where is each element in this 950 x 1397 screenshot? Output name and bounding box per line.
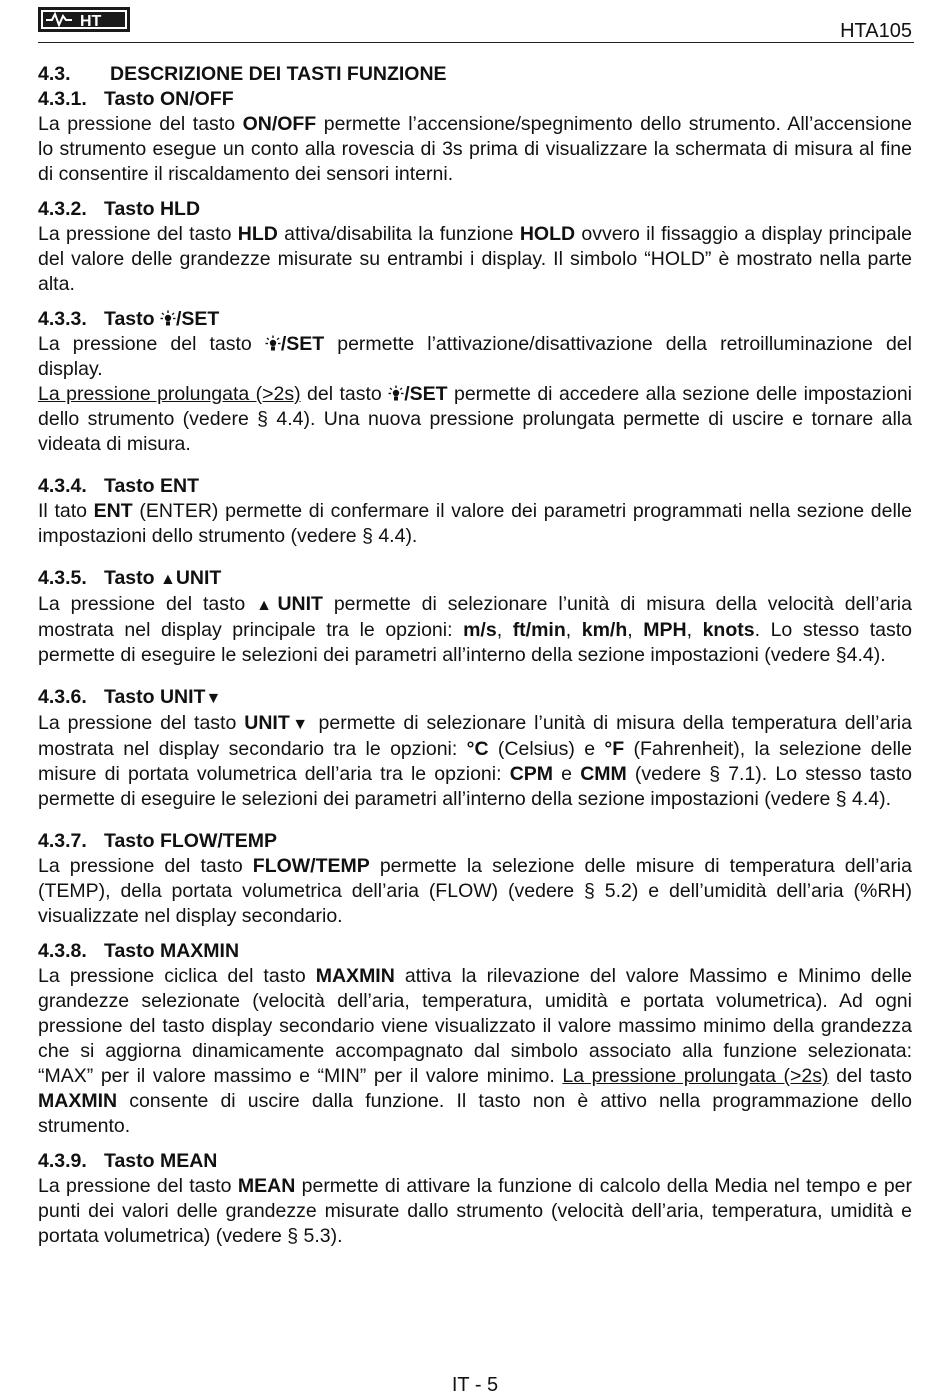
backlight-icon bbox=[265, 335, 281, 352]
subsection-heading: 4.3.1. Tasto ON/OFF bbox=[38, 88, 234, 110]
page-number: IT - 5 bbox=[451, 1374, 499, 1396]
paragraph: La pressione del tasto ON/OFF permette l’accensione/spegnimento dello strumento. All’accensione lo strumento esegue un conto alla rovescia di 3s prima di visualizzare la schermata di misura al fine di consentire il riscaldamento dei sensori interni. bbox=[38, 113, 912, 185]
section-4-3-6 bbox=[38, 685, 912, 812]
section-4-3 bbox=[38, 62, 912, 87]
down-triangle-icon: ▼ bbox=[205, 690, 222, 707]
subsection-heading: 4.3.5. Tasto ▲UNIT bbox=[38, 567, 222, 589]
paragraph: La pressione del tasto UNIT▼ permette di selezionare l’unità di misura della temperatura dell’aria mostrata nel display secondario tra le opzioni: °C (Celsius) e °F (Fahrenheit), la selezione delle misure di portata volumetrica dell’aria tra le opzioni: CPM e CMM (vedere § 7.1). Lo stesso tasto permette di eseguire le selezioni dei parametri all’interno della sezione impostazioni (vedere § 4.4). bbox=[38, 712, 912, 810]
logo-text: HT bbox=[80, 13, 102, 30]
paragraph: La pressione del tasto HLD attiva/disabilita la funzione HOLD ovvero il fissaggio a display principale del valore delle grandezze misurate su entrambi i display. Il simbolo “HOLD” è mostrato nella parte alta. bbox=[38, 223, 913, 295]
up-triangle-icon: ▲ bbox=[159, 571, 176, 588]
subsection-heading: 4.3.9. Tasto MEAN bbox=[38, 1150, 218, 1172]
subsection-heading: 4.3.7. Tasto FLOW/TEMP bbox=[38, 830, 277, 852]
backlight-icon bbox=[160, 310, 176, 327]
ht-logo bbox=[38, 6, 130, 34]
section-4-3-3 bbox=[38, 307, 912, 457]
section-4-3-4 bbox=[38, 474, 912, 549]
page-header bbox=[38, 6, 914, 43]
paragraph: La pressione prolungata (>2s) del tasto /SET permette di accedere alla sezione delle impostazioni dello strumento (vedere § 4.4). Una nuova pressione prolungata permette di uscire e tornare alla videata di misura. bbox=[38, 383, 912, 455]
section-4-3-8 bbox=[38, 939, 912, 1139]
section-4-3-2 bbox=[38, 197, 912, 297]
section-4-3-1 bbox=[38, 87, 912, 187]
subsection-heading: 4.3.3. Tasto /SET bbox=[38, 308, 220, 330]
paragraph: La pressione del tasto MEAN permette di attivare la funzione di calcolo della Media nel tempo e per punti dei valori delle grandezze misurate dallo strumento (velocità dell’aria, temperatura, umidità e portata volumetrica) (vedere § 5.3). bbox=[38, 1175, 913, 1247]
subsection-heading: 4.3.8. Tasto MAXMIN bbox=[38, 940, 240, 962]
down-triangle-icon: ▼ bbox=[289, 716, 311, 733]
subsection-heading: 4.3.2. Tasto HLD bbox=[38, 198, 201, 220]
section-4-3-7 bbox=[38, 829, 912, 929]
paragraph: Il tato ENT (ENTER) permette di confermare il valore dei parametri programmati nella sezione delle impostazioni dello strumento (vedere § 4.4). bbox=[38, 500, 912, 547]
paragraph: La pressione del tasto ▲UNIT permette di selezionare l’unità di misura della velocità dell’aria mostrata nel display principale tra le opzioni: m/s, ft/min, km/h, MPH, knots. Lo stesso tasto permette di eseguire le selezioni dei parametri all’interno della sezione impostazioni (vedere §4.4). bbox=[38, 593, 913, 666]
document-body bbox=[38, 62, 912, 1249]
backlight-icon bbox=[388, 385, 404, 402]
model-name: HTA105 bbox=[840, 20, 912, 42]
section-4-3-9 bbox=[38, 1149, 912, 1249]
subsection-heading: 4.3.6. Tasto UNIT▼ bbox=[38, 686, 222, 708]
subsection-heading: 4.3.4. Tasto ENT bbox=[38, 475, 199, 497]
section-heading: 4.3. DESCRIZIONE DEI TASTI FUNZIONE bbox=[38, 63, 447, 85]
up-triangle-icon: ▲ bbox=[256, 597, 278, 614]
section-4-3-5 bbox=[38, 566, 912, 668]
paragraph: La pressione del tasto /SET permette l’attivazione/disattivazione della retroilluminazione del display. bbox=[38, 333, 912, 380]
paragraph: La pressione ciclica del tasto MAXMIN attiva la rilevazione del valore Massimo e Minimo delle grandezze selezionate (velocità dell’aria, temperatura, umidità e portata volumetrica). Ad ogni pressione del tasto display secondario viene visualizzato il valore massimo minimo della grandezza che si aggiorna dinamicamente accompagnato dal simbolo associato alla funzione selezionata: “MAX” per il valore massimo e “MIN” per il valore minimo. La pressione prolungata (>2s) del tasto MAXMIN consente di uscire dalla funzione. Il tasto non è attivo nella programmazione dello strumento. bbox=[38, 965, 913, 1137]
paragraph: La pressione del tasto FLOW/TEMP permette la selezione delle misure di temperatura dell’aria (TEMP), della portata volumetrica dell’aria (FLOW) (vedere § 5.2) e dell’umidità dell’aria (%RH) visualizzate nel display secondario. bbox=[38, 855, 912, 927]
